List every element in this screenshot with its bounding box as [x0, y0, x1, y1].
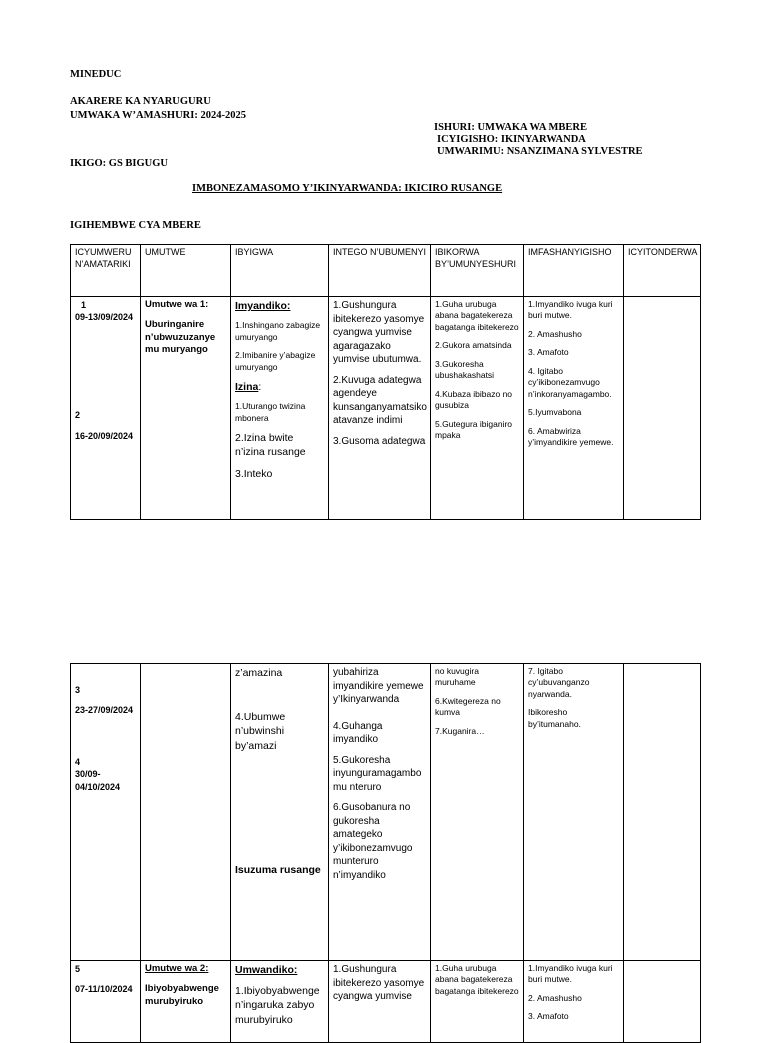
content-item: 4.Ubumwe n’ubwinshi by’amazi: [235, 711, 286, 752]
institution-label: IKIGO: GS BIGUGU: [70, 158, 169, 169]
resource-item: 3. Amafoto: [528, 1011, 569, 1022]
activity-item: 2.Gukora amatsinda: [435, 340, 512, 351]
column-header-week: ICYUMWERU N’AMATARIKI: [71, 245, 141, 297]
table-row: [71, 664, 701, 961]
unit-title: Umutwe wa 1:: [145, 299, 209, 310]
activity-item: 6.Kwitegereza no kumva: [435, 695, 501, 718]
week-dates: 07-11/10/2024: [75, 984, 133, 995]
objective-item: 1.Gushungura ibitekerezo yasomye cyangwa yumvise: [333, 964, 425, 1002]
resource-item: 1.Imyandiko ivuga kuri buri mutwe.: [528, 299, 613, 321]
content-heading: Imyandiko:: [235, 300, 291, 312]
column-header-unit: UMUTWE: [141, 245, 231, 297]
content-cell: [231, 664, 329, 961]
resources-cell: [524, 664, 624, 961]
week-number: 5: [75, 964, 81, 974]
objective-item: yubahiriza imyandikire yemewe y’Ikinyarwanda: [333, 667, 424, 705]
content-item: 1.Uturango twizina mbonera: [235, 401, 306, 423]
activity-item: 1.Guha urubuga abana bagatekereza bagatanga ibitekerezo: [435, 963, 519, 996]
content-heading: Umwandiko:: [235, 964, 298, 976]
unit-title: Umutwe wa 2: [145, 963, 206, 974]
column-header-content: IBYIGWA: [231, 245, 329, 297]
school-year-label: UMWAKA W’AMASHURI: 2024-2025: [70, 110, 246, 121]
table-row: [71, 297, 701, 520]
column-header-resources: IMFASHANYIGISHO: [524, 245, 624, 297]
class-label: ISHURI: UMWAKA WA MBERE: [434, 122, 587, 133]
resource-item: 6. Amabwiriza y’imyandikire yemewe.: [528, 425, 614, 448]
remarks-cell: [624, 961, 701, 1043]
table-row: [71, 961, 701, 1043]
resource-item: 1.Imyandiko ivuga kuri buri mutwe.: [528, 963, 613, 985]
unit-cell: [141, 297, 231, 520]
subject-label: ICYIGISHO: IKINYARWANDA: [437, 134, 586, 145]
table-header-row: [71, 245, 701, 297]
lesson-plan-table-2: [70, 663, 701, 1043]
content-cell: Imyandiko: 1.Inshingano zabagize umuryango 2.Imibanire y’abagize umuryango Izina: 1.Uturango twizina mbonera 2.Izina bwite n’izina rusange 3.Inteko: [231, 297, 329, 520]
content-item: 3.Inteko: [235, 467, 273, 480]
week-number: 3: [75, 685, 81, 695]
content-item: z’amazina: [235, 667, 283, 679]
activities-cell: [431, 961, 524, 1043]
content-item: 2.Imibanire y’abagize umuryango: [235, 350, 316, 372]
activities-cell: [431, 664, 524, 961]
unit-cell: [141, 664, 231, 961]
week-cell: [71, 664, 141, 961]
resource-item: 2. Amashusho: [528, 992, 582, 1003]
resource-item: 4. Igitabo cy’ikibonezamvugo n’inkoranyamagambo.: [528, 365, 612, 399]
activity-item: no kuvugira muruhame: [435, 666, 479, 688]
ministry-label: MINEDUC: [70, 69, 122, 80]
week-dates: 30/09-04/10/2024: [75, 769, 121, 792]
week-dates: 16-20/09/2024: [75, 431, 134, 442]
objective-item: 5.Gukoresha inyunguramagambo mu nteruro: [333, 754, 422, 793]
assessment-label: Isuzuma rusange: [235, 863, 321, 876]
objectives-cell: [329, 961, 431, 1043]
content-heading: Izina: [235, 381, 259, 394]
remarks-cell: [624, 297, 701, 520]
column-header-activities: IBIKORWA BY’UMUNYESHURI: [431, 245, 524, 297]
resource-item: Ibikoresho by’itumanaho.: [528, 707, 581, 729]
column-header-objectives: INTEGO N’UBUMENYI: [329, 245, 431, 297]
objectives-cell: [329, 297, 431, 520]
teacher-label: UMWARIMU: NSANZIMANA SYLVESTRE: [437, 146, 643, 157]
activity-item: 5.Gutegura ibiganiro mpaka: [435, 418, 513, 441]
activity-item: 7.Kuganira…: [435, 725, 485, 736]
content-item: 2.Izina bwite n’izina rusange: [235, 432, 306, 459]
content-item: 1.Inshingano zabagize umuryango: [235, 320, 321, 342]
unit-name: Uburinganire n’ubwuzuzanye mu muryango: [145, 318, 216, 356]
resource-item: 7. Igitabo cy’ubuvanganzo nyarwanda.: [528, 666, 590, 699]
resources-cell: [524, 297, 624, 520]
lesson-plan-table-1: [70, 244, 701, 520]
activity-item: 3.Gukoresha ubushakashatsi: [435, 358, 495, 381]
unit-name: Ibiyobyabwenge murubyiruko: [145, 982, 219, 1007]
week-number: 2: [75, 410, 81, 421]
term-label: IGIHEMBWE CYA MBERE: [70, 220, 201, 231]
week-cell: [71, 297, 141, 520]
column-header-remarks: ICYITONDERWA: [624, 245, 701, 297]
week-number: 4: [75, 757, 81, 768]
objective-item: 1.Gushungura ibitekerezo yasomye cyangwa yumvise agaragazako yumvise ubutumwa.: [333, 300, 425, 365]
district-label: AKARERE KA NYARUGURU: [70, 96, 211, 107]
resource-item: 3. Amafoto: [528, 347, 569, 358]
content-cell: [231, 961, 329, 1043]
resource-item: 2. Amashusho: [528, 328, 582, 339]
resource-item: 5.Iyumvabona: [528, 407, 582, 418]
week-dates: 23-27/09/2024: [75, 705, 134, 716]
objectives-cell: [329, 664, 431, 961]
activity-item: 4.Kubaza ibibazo no gusubiza: [435, 388, 513, 411]
objective-item: 4.Guhanga imyandiko: [333, 720, 383, 745]
activities-cell: [431, 297, 524, 520]
unit-cell: Umutwe wa 2: Ibiyobyabwenge murubyiruko: [141, 961, 231, 1043]
resources-cell: [524, 961, 624, 1043]
week-cell: [71, 961, 141, 1043]
content-item: 1.Ibiyobyabwenge n’ingaruka zabyo murubyiruko: [235, 985, 320, 1026]
objective-item: 6.Gusobanura no gukoresha amategeko y’ikibonezamvugo munteruro n’imyandiko: [333, 802, 413, 881]
activity-item: 1.Guha urubuga abana bagatekereza bagatanga ibitekerezo: [435, 299, 519, 332]
week-dates: 09-13/09/2024: [75, 312, 134, 323]
objective-item: 2.Kuvuga adategwa agendeye kunsanganyamatsiko atavanze indimi: [333, 374, 427, 426]
objective-item: 3.Gusoma adategwa: [333, 435, 426, 447]
document-title: IMBONEZAMASOMO Y’IKINYARWANDA: IKICIRO RUSANGE: [192, 183, 503, 194]
week-number: 1: [81, 300, 87, 310]
remarks-cell: [624, 664, 701, 961]
